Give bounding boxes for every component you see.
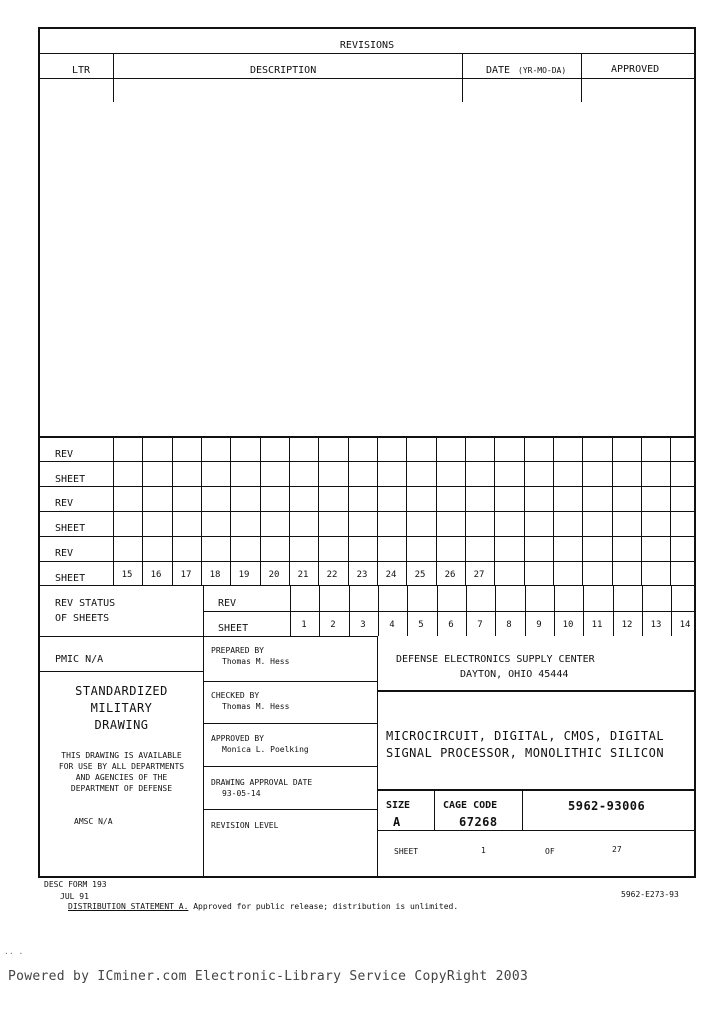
revisions-title: REVISIONS bbox=[339, 40, 395, 51]
grid-line bbox=[172, 436, 173, 585]
divider bbox=[113, 53, 114, 102]
distribution-statement bbox=[68, 902, 458, 912]
drawing-number: 5962-93006 bbox=[568, 799, 646, 813]
approval-date-value: 93-05-14 bbox=[222, 789, 261, 798]
sheet-number-cell: 13 bbox=[650, 620, 662, 630]
device-description: SIGNAL PROCESSOR, MONOLITHIC SILICON bbox=[386, 746, 665, 760]
smd-title: MILITARY bbox=[90, 701, 153, 715]
sheet-number-cell: 18 bbox=[209, 570, 221, 580]
sheet-number-cell: 2 bbox=[330, 620, 336, 630]
grid-line bbox=[260, 436, 261, 585]
grid-line bbox=[38, 561, 696, 562]
form-number: DESC FORM 193 bbox=[44, 880, 107, 889]
grid-border bbox=[38, 436, 696, 438]
sheet-number: 1 bbox=[481, 846, 486, 855]
grid-line bbox=[38, 486, 696, 487]
grid-line bbox=[113, 436, 114, 585]
statement-text: Approved for public release; distribution is unlimited. bbox=[188, 902, 459, 911]
grid-line bbox=[377, 436, 378, 585]
sheet-label: SHEET bbox=[55, 474, 86, 485]
smd-title: DRAWING bbox=[94, 718, 149, 732]
grid-line bbox=[406, 436, 407, 585]
grid-line bbox=[670, 436, 671, 585]
date-format-header: (YR-MO-DA) bbox=[518, 66, 567, 75]
grid-line bbox=[38, 536, 696, 537]
sheet-number-cell: 17 bbox=[180, 570, 192, 580]
divider bbox=[203, 586, 204, 878]
sheet-number-cell: 11 bbox=[591, 620, 603, 630]
cage-code-value: 67268 bbox=[459, 815, 498, 829]
sheet-number-cell: 6 bbox=[448, 620, 454, 630]
grid-line bbox=[203, 611, 696, 612]
grid-line bbox=[612, 436, 613, 585]
sheet-number-cell: 7 bbox=[477, 620, 483, 630]
amsc-label: AMSC N/A bbox=[74, 817, 113, 826]
divider bbox=[203, 766, 378, 767]
powered-by-footer: Powered by ICminer.com Electronic-Library Service CopyRight 2003 bbox=[8, 969, 529, 984]
rev-label: REV bbox=[55, 449, 74, 460]
divider bbox=[377, 789, 696, 791]
rev-label: REV bbox=[55, 548, 74, 559]
sheet-label: SHEET bbox=[55, 523, 86, 534]
grid-line bbox=[641, 436, 642, 585]
sheet-number-cell: 20 bbox=[268, 570, 280, 580]
checked-by-name: Thomas M. Hess bbox=[222, 702, 290, 711]
sheet-number-cell: 27 bbox=[473, 570, 485, 580]
availability-note: AND AGENCIES OF THE bbox=[75, 773, 168, 782]
grid-line bbox=[142, 436, 143, 585]
ltr-header: LTR bbox=[72, 65, 91, 76]
sheet-number-cell: 3 bbox=[360, 620, 366, 630]
grid-line bbox=[524, 436, 525, 585]
divider bbox=[203, 809, 378, 810]
divider bbox=[203, 681, 378, 682]
divider bbox=[434, 789, 435, 831]
sheet-number-cell: 12 bbox=[621, 620, 633, 630]
smd-title: STANDARDIZED bbox=[75, 684, 168, 698]
sheet-number-cell: 24 bbox=[385, 570, 397, 580]
total-sheets: 27 bbox=[612, 845, 622, 854]
divider bbox=[203, 723, 378, 724]
sheet-number-cell: 19 bbox=[238, 570, 250, 580]
divider bbox=[462, 53, 463, 102]
grid-line bbox=[318, 436, 319, 585]
grid-line bbox=[230, 436, 231, 585]
sheet-number-cell: 21 bbox=[297, 570, 309, 580]
approved-by-name: Monica L. Poelking bbox=[222, 745, 309, 754]
grid-line bbox=[494, 436, 495, 585]
right-code: 5962-E273-93 bbox=[621, 890, 679, 899]
grid-line bbox=[38, 585, 696, 586]
approval-date-label: DRAWING APPROVAL DATE bbox=[211, 778, 313, 787]
divider bbox=[377, 636, 378, 878]
sheet-number-cell: 9 bbox=[536, 620, 542, 630]
grid-line bbox=[348, 436, 349, 585]
divider bbox=[377, 690, 696, 692]
sheet-number-cell: 1 bbox=[301, 620, 307, 630]
sheet-number-cell: 4 bbox=[389, 620, 395, 630]
divider bbox=[38, 636, 378, 637]
approved-by-label: APPROVED BY bbox=[211, 734, 264, 743]
agency-name: DEFENSE ELECTRONICS SUPPLY CENTER bbox=[396, 654, 595, 665]
sheet-number-cell: 26 bbox=[444, 570, 456, 580]
description-header: DESCRIPTION bbox=[250, 65, 317, 76]
divider bbox=[522, 789, 523, 831]
availability-note: FOR USE BY ALL DEPARTMENTS bbox=[58, 762, 185, 771]
grid-line bbox=[465, 436, 466, 585]
sheet-label: SHEET bbox=[394, 847, 419, 856]
status-sheet-label: SHEET bbox=[218, 623, 249, 634]
statement-label: DISTRIBUTION STATEMENT A. bbox=[68, 902, 189, 911]
cage-code-label: CAGE CODE bbox=[443, 800, 498, 811]
scan-dots: .. . bbox=[4, 947, 24, 956]
status-rev-label: REV bbox=[218, 598, 237, 609]
grid-line bbox=[553, 436, 554, 585]
prepared-by-label: PREPARED BY bbox=[211, 646, 264, 655]
device-description: MICROCIRCUIT, DIGITAL, CMOS, DIGITAL bbox=[386, 729, 665, 743]
grid-line bbox=[38, 511, 696, 512]
sheet-number-cell: 15 bbox=[121, 570, 133, 580]
sheet-number-cell: 5 bbox=[418, 620, 424, 630]
sheet-number-cell: 22 bbox=[326, 570, 338, 580]
sheet-number-cell: 10 bbox=[562, 620, 574, 630]
divider bbox=[581, 53, 582, 102]
divider bbox=[38, 78, 696, 79]
approved-header: APPROVED bbox=[611, 64, 660, 75]
availability-note: THIS DRAWING IS AVAILABLE bbox=[61, 751, 182, 760]
sheet-label: SHEET bbox=[55, 573, 86, 584]
sheet-number-cell: 25 bbox=[414, 570, 426, 580]
checked-by-label: CHECKED BY bbox=[211, 691, 260, 700]
sheet-number-cell: 8 bbox=[506, 620, 512, 630]
sheet-number-cell: 14 bbox=[679, 620, 691, 630]
divider bbox=[38, 671, 204, 672]
availability-note: DEPARTMENT OF DEFENSE bbox=[70, 784, 173, 793]
grid-line bbox=[38, 461, 696, 462]
grid-line bbox=[289, 436, 290, 585]
grid-line bbox=[201, 436, 202, 585]
form-date: JUL 91 bbox=[60, 892, 89, 901]
size-label: SIZE bbox=[386, 800, 411, 811]
grid-line bbox=[582, 436, 583, 585]
divider bbox=[38, 53, 696, 54]
prepared-by-name: Thomas M. Hess bbox=[222, 657, 290, 666]
of-label: OF bbox=[545, 847, 555, 856]
sheet-number-cell: 23 bbox=[356, 570, 368, 580]
agency-address: DAYTON, OHIO 45444 bbox=[460, 669, 569, 680]
revision-level-label: REVISION LEVEL bbox=[211, 821, 279, 830]
date-header: DATE bbox=[486, 65, 511, 76]
grid-line bbox=[436, 436, 437, 585]
rev-status-label: REV STATUS bbox=[55, 598, 116, 609]
size-value: A bbox=[393, 815, 401, 829]
sheet-number-cell: 16 bbox=[150, 570, 162, 580]
pmic-label: PMIC N/A bbox=[55, 654, 104, 665]
rev-status-label: OF SHEETS bbox=[55, 613, 110, 624]
divider bbox=[377, 830, 696, 831]
rev-label: REV bbox=[55, 498, 74, 509]
